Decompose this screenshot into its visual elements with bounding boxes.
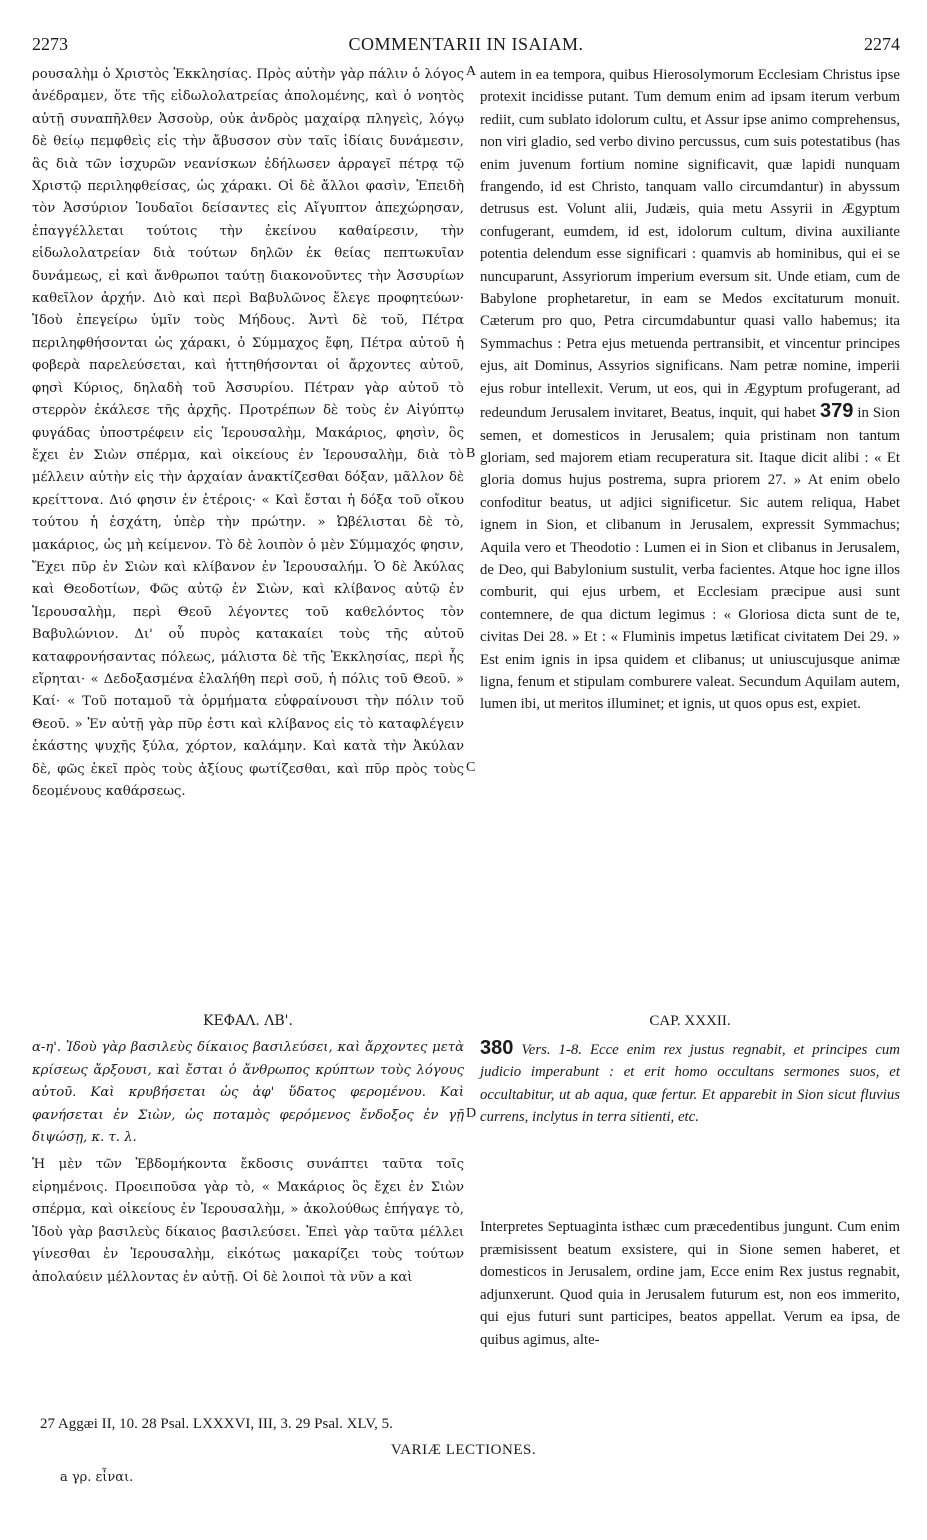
latin-paragraph bbox=[480, 64, 900, 716]
margin-letter-a: A bbox=[466, 64, 477, 79]
latin-paragraph-part1: autem in ea tempora, quibus Hierosolymorum Ecclesiam Christus ipse protexit incidisse putant. Tum demum enim ad ipsam iterum verbum rediit, cum sublato idolorum cultu, et Assur ipse animo comprehensus, non viri gladio, sed verbo divino percussus, cum suis potestatibus (has enim juvenum fortium nomine significavit, quæ lapidi nunquam frangendo, id est Christo, tanquam vallo circumdantur) in abyssum detrusus est. Volunt alii, Judæis, quia metu Assyrii in Ægyptum confugerant, eumdem, id est, idolorum cultum, divina auxiliante potentia delendum esse significari : quamvis ab hominibus, qui ei se nuncuparunt, Assyriorum imperium eversum sit. Unde etiam, cum de Babylone prophetaretur, in eam se Medos excitaturum monuit. Cæterum pro quo, Petra circumdabuntur quasi vallo habemus; ita Symmachus : Petra ejus metuenda pertransibit, et vincentur principes ejus, ait Dominus, Assyrios significans. Nam petræ nomine, imperii ejus robur intellexit. Verum, ut eos, qui in Ægyptum profugerant, ad redeundum Jerusalem invitaret, Beatus, inquit, qui habet bbox=[480, 67, 900, 422]
page-number-left: 2273 bbox=[32, 34, 68, 54]
latin-paragraph-part2: in Sion semen, et domesticos in Jerusalem; quia pristinam non tantum gloriam, sed majorem etiam recuperatura sit. Itaque dicit alibi : « Et gloria domus hujus postrema, supra priorem 27. » At enim obelo confoditur beatus, ut adjici significetur. Sic autem reliqua, Habet ignem in Sion, et clibanum in Jerusalem, expressit Symmachus; Aquila vero et Theodotio : Lumen ei in Sion et clibanus in Jerusalem, de Deo, qui Babylonium sustulit, verba facientes. Atque hoc igne illos comburit, qui ejus urbem, et Ecclesiam præcipue ausi sunt contemnere, de qua dictum legimus : « Gloriosa dicta sunt de te, civitas Dei 28. » Et : « Fluminis impetus lætificat civitatem Dei 29. » Est enim ignis in ipsa quidem et clibanus; ut uniuscujusque animæ ligna, fenum et stipulam comburere valeat. Secundum Aquilam autem, lumen ibi, ut meritos illuminet; et ignis, ut quos opus est, expiet. bbox=[480, 405, 900, 713]
column-number-379: 379 bbox=[819, 400, 854, 423]
variae-lectiones-heading: VARIÆ LECTIONES. bbox=[390, 1442, 537, 1458]
latin-lemma bbox=[480, 1037, 900, 1129]
chapter-heading-greek: ΚΕΦΑΛ. ΛΒ'. bbox=[203, 1013, 293, 1029]
running-title: COMMENTARII IN ISAIAM. bbox=[348, 34, 584, 54]
greek-commentary: Ἡ μὲν τῶν Ἑβδομήκοντα ἔκδοσις συνάπτει ταῦτα τοῖς εἰρημένοις. Προειποῦσα γὰρ τὸ, « Μακάριος ὃς ἔχει ἐν Σιὼν σπέρμα, καὶ οἰκείους ἐν Ἱερουσαλὴμ, » ἀκολούθως ἐπήγαγε τὸ, Ἰδοὺ γὰρ βασιλεὺς δίκαιος βασιλεύσει. Ἐπεὶ γὰρ ταῦτα μέλλει γίνεσθαι ἐν Ἱερουσαλὴμ, εἰκότως μακαρίζει τοὺς τούτων ἀπολαύειν μέλλοντας ἐν αὐτῇ. Οἱ δὲ λοιποὶ τὰ νῦν a καὶ bbox=[32, 1156, 464, 1285]
margin-letter-d: D bbox=[466, 1106, 477, 1121]
running-header bbox=[32, 34, 900, 60]
margin-letter-b: B bbox=[466, 446, 476, 461]
greek-lemma: α-η'. Ἰδοὺ γὰρ βασιλεὺς δίκαιος βασιλεύσει, καὶ ἄρχοντες μετὰ κρίσεως ἄρξουσι, καὶ ἔσται ὁ ἄνθρωπος κρύπτων τοὺς λόγους αὐτοῦ. Καὶ κρυβήσεται ὡς ἀφ' ὕδατος φερομένου. Καὶ φανήσεται ἐν Σιὼν, ὡς ποταμὸς φερόμενος ἔνδοξος ἐν γῇ διψώσῃ, κ. τ. λ. bbox=[32, 1040, 464, 1146]
latin-lemma-text: Vers. 1-8. Ecce enim rex justus regnabit, et principes cum judicio imperabunt : et erit homo occultans sermones suos, et occultabitur, ut ab aqua, quæ fertur. Et apparebit in Sion sicut fluvius currens, inclytus in terra sitienti, etc. bbox=[480, 1042, 900, 1126]
greek-section bbox=[32, 1037, 464, 1290]
latin-commentary-block bbox=[480, 1216, 900, 1352]
latin-lemma-block bbox=[480, 1037, 900, 1129]
greek-paragraph: ρουσαλὴμ ὁ Χριστὸς Ἐκκλησίας. Πρὸς αὐτὴν γὰρ πάλιν ὁ λόγος ἀνέδραμεν, ὅτε τῆς εἰδωλολατρείας ἀπολομένης, καὶ ὁ νοητὸς αὐτῇ συναπῆλθεν Ἀσσοὺρ, οὐκ ἀνδρὸς μαχαίρᾳ πληγεὶς, λόγῳ δὲ θείῳ πεμφθεὶς εἰς τὴν ἄβυσσον σὺν ταῖς ἰδίαις δυνάμεσιν, ἃς διὰ τῶν ἰσχυρῶν νεανίσκων ἐδήλωσεν ἀρραγεῖ πέτρᾳ τῷ Χριστῷ περιληφθείσας, ὡς χάρακι. Οἱ δὲ ἄλλοι φασὶν, Ἐπειδὴ τὸν Ἀσσύριον Ἰουδαῖοι δείσαντες εἰς Αἴγυπτον ἀπεχώρησαν, ἐπαγγέλλεται τούτοις τὴν ἐκείνου καθαίρεσιν, τὴν εἰδωλολατρείαν διὰ τούτων δηλῶν ἐκ θείας πεπτωκυῖαν δυνάμεως, εἰ καὶ ἄνθρωποι ταύτῃ διακονοῦντες τὴν Ἀσσυρίων καθεῖλον ἀρχήν. Διὸ καὶ περὶ Βαβυλῶνος ἔλεγε προφητεύων· Ἰδοὺ ἐπεγείρω ὑμῖν τοὺς Μήδους. Ἀντὶ δὲ τοῦ, Πέτρα περιληφθήσονται ὡς χάρακι, ὁ Σύμμαχος ἔφη, Πέτρα αὐτοῦ ἡ φοβερὰ παρελεύσεται, καὶ ἡττηθήσονται οἱ ἄρχοντες αὐτοῦ, φησὶ Κύριος, δηλαδὴ τοῦ Ἀσσυρίου. Πέτραν γὰρ αὐτοῦ τὸ στερρὸν ἐκάλεσε τῆς ἀρχῆς. Προτρέπων δὲ τοὺς ἐν Αἰγύπτῳ φυγάδας ὑποστρέφειν εἰς Ἱερουσαλὴμ, Μακάριος, φησὶν, ὃς ἔχει ἐν Σιὼν σπέρμα, καὶ οἰκείους ἐν Ἱερουσαλὴμ, διὰ τὸ μέλλειν αὐτὴν εἰς τὴν ἀρχαίαν ἀνακτίζεσθαι δόξαν, μᾶλλον δὲ κρείττονα. Διό φησιν ἐν ἑτέροις· « Καὶ ἔσται ἡ δόξα τοῦ οἴκου τούτου ἡ ἐσχάτη, ὑπὲρ τὴν πρώτην. » Ὠβέλισται δὲ τὸ, μακάριος, ὡς μὴ κείμενον. Τὸ δὲ λοιπὸν ὁ μὲν Σύμμαχός φησιν, Ἔχει πῦρ ἐν Σιὼν καὶ κλίβανον ἐν Ἱερουσαλήμ. Ὁ δὲ Ἀκύλας καὶ Θεοδοτίων, Φῶς αὐτῷ ἐν Σιὼν, καὶ κλίβανος αὐτῷ ἐν Ἱερουσαλὴμ, περὶ Θεοῦ λέγοντες τοῦ καθελόντος τὸν Βαβυλώνιον. Δι' οὗ πυρὸς κατακαίει τοὺς τῆς αὐτοῦ καταφρονήσαντας πόλεως, μάλιστα δὲ τῆς Ἐκκλησίας, περὶ ἧς εἴρηται· « Δεδοξασμένα ἐλαλήθη περὶ σοῦ, ἡ πόλις τοῦ Θεοῦ. » Καί· « Τοῦ ποταμοῦ τὰ ὁρμήματα εὐφραίνουσι τὴν πόλιν τοῦ Θεοῦ. » Ἐν αὐτῇ γὰρ πῦρ ἐστι καὶ κλίβανος εἰς τὸ καταφλέγειν ἑκάστης ψυχῆς ξύλα, χόρτον, καλάμην. Καὶ κατὰ τὴν Ἀκύλαν δὲ, φῶς ἐκεῖ πρὸς τοὺς ἀξίους φωτίζεσθαι, καὶ πῦρ πρὸς τοὺς δεομένους καθάρσεως. bbox=[32, 67, 464, 799]
greek-column bbox=[32, 64, 464, 803]
column-number-380: 380 bbox=[480, 1037, 514, 1059]
variae-lectiones-note: a γρ. εἶναι. bbox=[60, 1470, 134, 1485]
footnotes: 27 Aggæi II, 10. 28 Psal. LXXXVI, III, 3. 29 Psal. XLV, 5. bbox=[40, 1416, 393, 1432]
latin-commentary: Interpretes Septuaginta isthæc cum præcedentibus jungunt. Cum enim præmisissent beatum exsistere, qui in Sione semen haberet, et domesticos in Jerusalem, ordine jam, Ecce enim Rex justus regnabit, adjunxerunt. Quod quia in Jerusalem futurum est, non eos immerito, qui ejus futuri sunt participes, beatos appellat. Verum ea ipsa, de quibus agimus, alte- bbox=[480, 1219, 900, 1348]
margin-letter-c: C bbox=[466, 760, 476, 775]
page-number-right: 2274 bbox=[864, 34, 900, 54]
chapter-heading-latin: CAP. XXXII. bbox=[649, 1013, 731, 1029]
latin-column bbox=[480, 64, 900, 716]
